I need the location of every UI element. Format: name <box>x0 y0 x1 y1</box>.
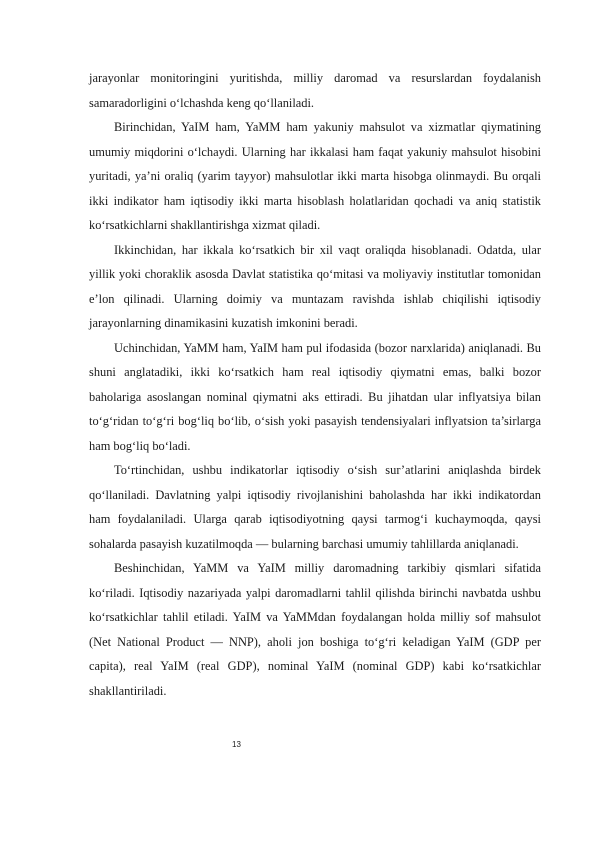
paragraph-fourth-point: To‘rtinchidan, ushbu indikatorlar iqtisodiy o‘sish sur’atlarini aniqlashda birdek qo‘llaniladi. Davlatning yalpi iqtisodiy rivojlanishini baholashda har ikki indikatordan ham foydalaniladi. Ularga qarab iqtisodiyotning qaysi tarmog‘i kuchaymoqda, qaysi sohalarda pasayish kuzatilmoqda — bularning barchasi umumiy tahlillarda aniqlanadi. <box>89 463 541 551</box>
paragraph-second-point: Ikkinchidan, har ikkala ko‘rsatkich bir xil vaqt oraliqda hisoblanadi. Odatda, ular yillik yoki choraklik asosda Davlat statistika qo‘mitasi va moliyaviy institutlar tomonidan e’lon qilinadi. Ularning doimiy va muntazam ravishda ishlab chiqilishi iqtisodiy jarayonlarning dinamikasini kuzatish imkonini beradi. <box>89 242 541 330</box>
paragraph-third-point: Uchinchidan, YaMM ham, YaIM ham pul ifodasida (bozor narxlarida) aniqlanadi. Bu shuni anglatadiki, ikki ko‘rsatkich ham real iqtisodiy qiymatni emas, balki bozor baholariga asoslangan nominal qiymatni aks ettiradi. Bu jihatdan ular inflyatsiya bilan to‘g‘ridan to‘g‘ri bog‘liq bo‘lib, o‘sish yoki pasayish tendensiyalari inflyatsion ta’sirlarga ham bog‘liq bo‘ladi. <box>89 340 541 453</box>
document-body <box>89 66 541 703</box>
page-number: 13 <box>232 740 241 749</box>
paragraph-first-point: Birinchidan, YaIM ham, YaMM ham yakuniy mahsulot va xizmatlar qiymatining umumiy miqdorini o‘lchaydi. Ularning har ikkalasi ham faqat yakuniy mahsulot hisobini yuritadi, ya’ni oraliq (yarim tayyor) mahsulotlar ikki marta hisobga olinmaydi. Bu orqali ikki indikator ham iqtisodiy ikki marta hisoblash holatlaridan qochadi va aniq statistik ko‘rsatkichlarni shakllantirishga xizmat qiladi. <box>89 120 541 232</box>
paragraph-fifth-point: Beshinchidan, YaMM va YaIM milliy daromadning tarkibiy qismlari sifatida ko‘riladi. Iqtisodiy nazariyada yalpi daromadlarni tahlil qilishda birinchi navbatda ushbu ko‘rsatkichlar tahlil etiladi. YaIM va YaMMdan foydalangan holda milliy sof mahsulot (Net National Product — NNP), aholi jon boshiga to‘g‘ri keladigan YaIM (GDP per capita), real YaIM (real GDP), nominal YaIM (nominal GDP) kabi ko‘rsatkichlar shakllantiriladi. <box>89 561 541 698</box>
paragraph-continuation: jarayonlar monitoringini yuritishda, milliy daromad va resurslardan foydalanish samaradorligini o‘lchashda keng qo‘llaniladi. <box>89 71 541 110</box>
